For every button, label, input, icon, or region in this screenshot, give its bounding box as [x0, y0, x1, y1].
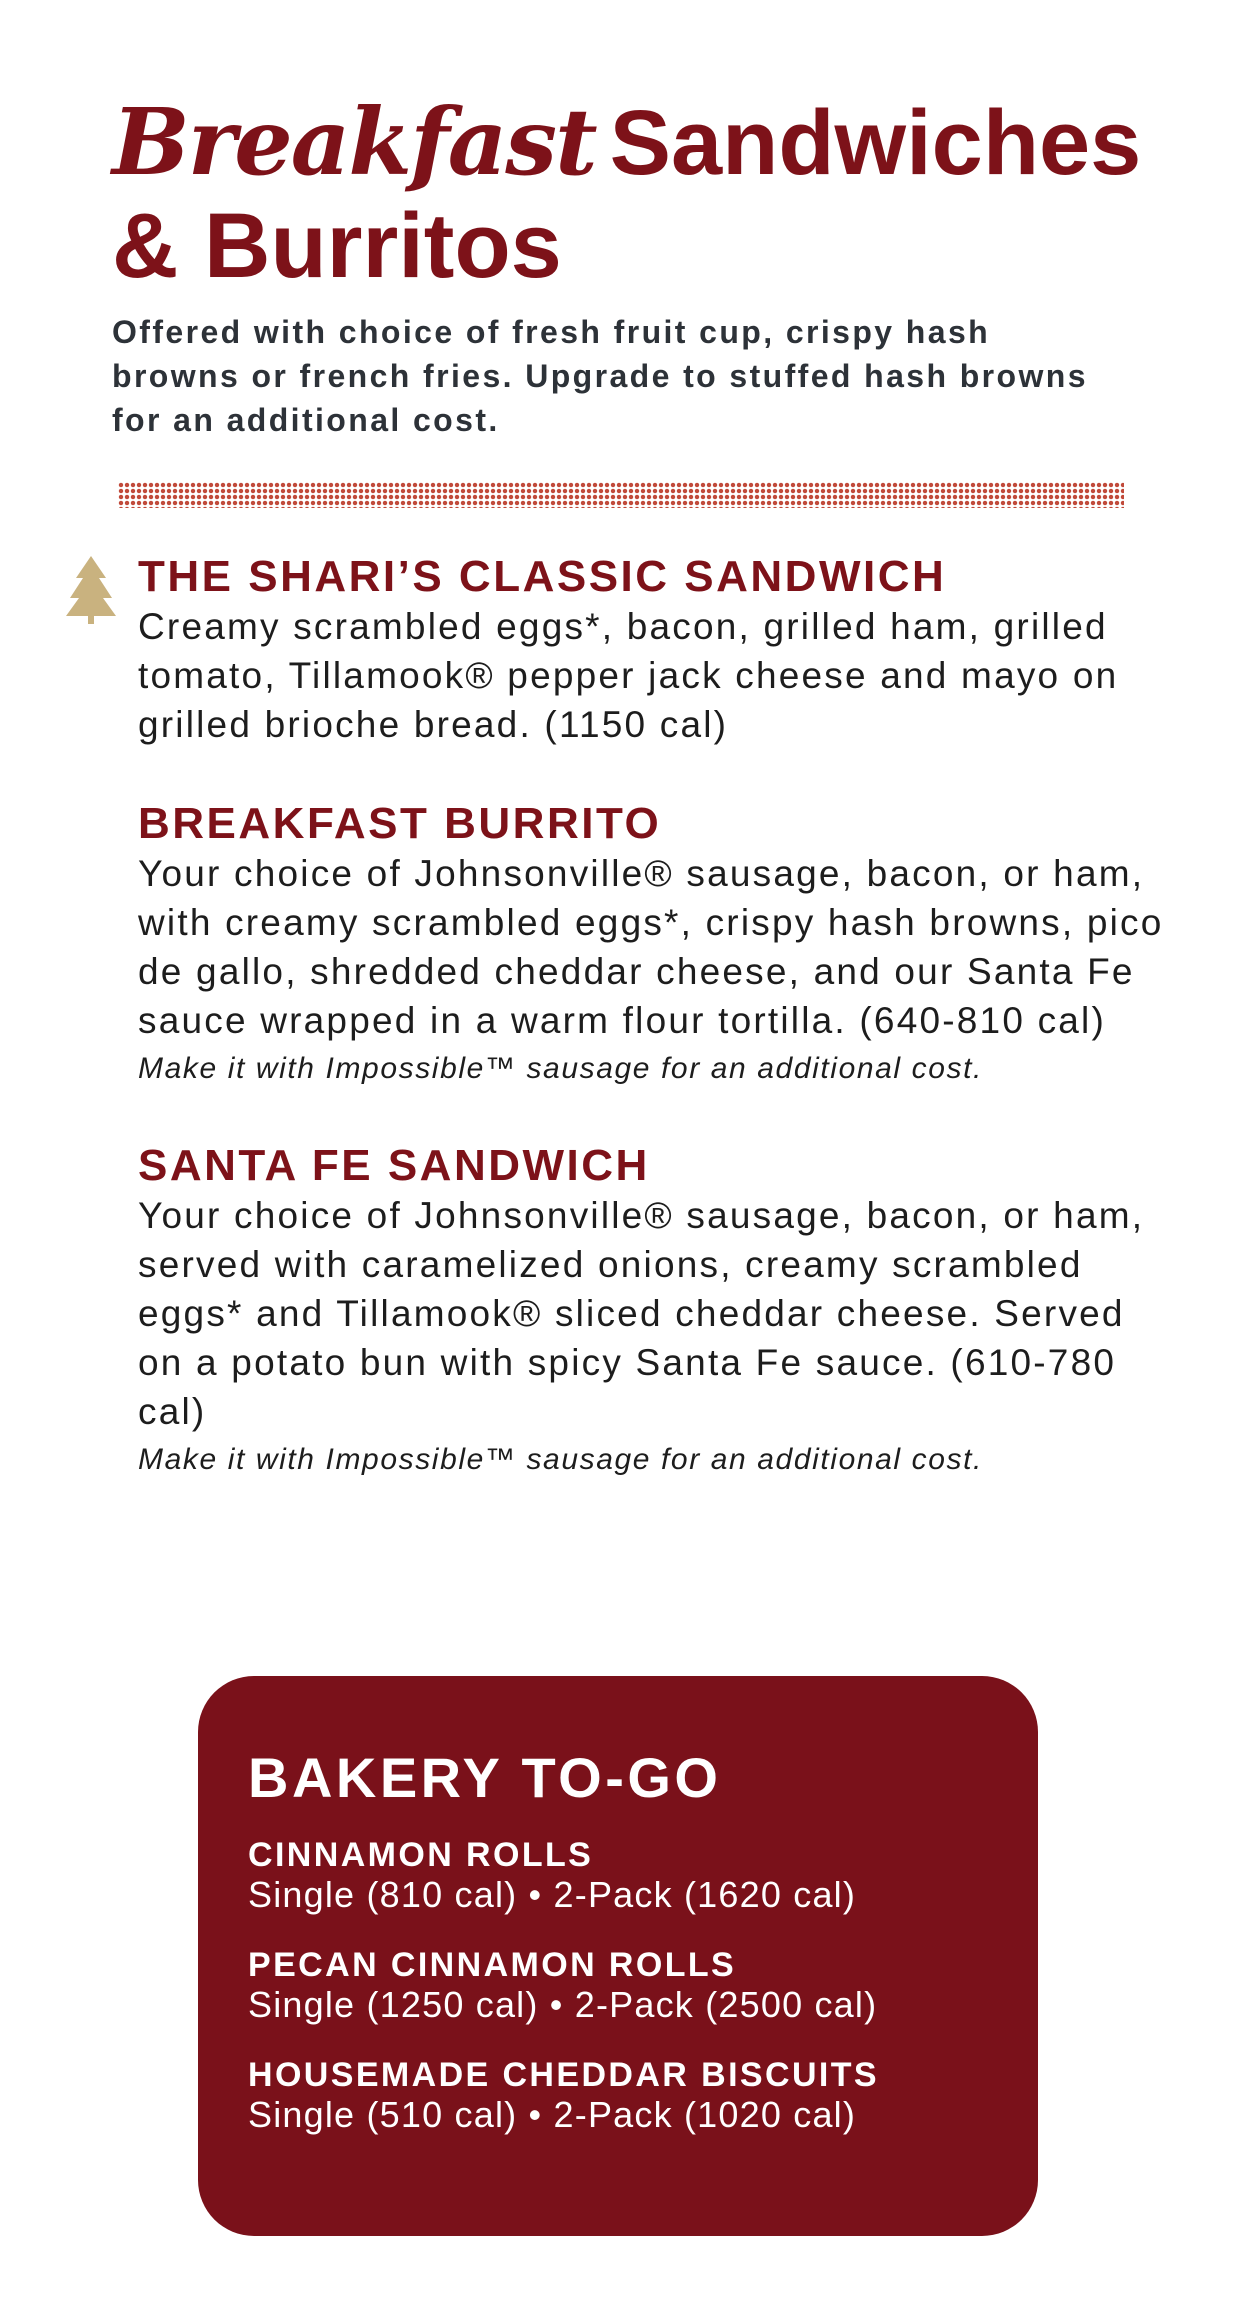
- menu-item: [138, 1141, 1178, 1482]
- bakery-item: [248, 2056, 988, 2136]
- title-word-sandwiches: Sandwiches: [609, 92, 1142, 194]
- bakery-item-desc: Single (810 cal) • 2-Pack (1620 cal): [248, 1874, 857, 1915]
- menu-header: [112, 88, 1172, 442]
- page-title: [112, 88, 1172, 198]
- bakery-item-desc: Single (510 cal) • 2-Pack (1020 cal): [248, 2094, 857, 2135]
- bakery-item-name: HOUSEMADE CHEDDAR BISCUITS: [248, 2056, 879, 2094]
- bakery-item-name: CINNAMON ROLLS: [248, 1836, 594, 1874]
- item-name: SANTA FE SANDWICH: [138, 1141, 650, 1190]
- item-description: Your choice of Johnsonville® sausage, bacon, or ham, with creamy scrambled eggs*, crispy hash browns, pico de gallo, shredded cheddar cheese, and our Santa Fe sauce wrapped in a warm flour tortilla. (640-810 cal): [138, 853, 1164, 1041]
- item-note: Make it with Impossible™ sausage for an additional cost.: [138, 1052, 983, 1085]
- bakery-item-desc: Single (1250 cal) • 2-Pack (2500 cal): [248, 1984, 878, 2025]
- title-line-burritos: & Burritos: [112, 195, 562, 297]
- dotted-divider: [118, 482, 1124, 508]
- title-script-word: Breakfast: [112, 88, 596, 196]
- menu-items: [138, 552, 1178, 1532]
- bakery-title: BAKERY TO-GO: [248, 1746, 722, 1809]
- item-description: Your choice of Johnsonville® sausage, bacon, or ham, served with caramelized onions, creamy scrambled eggs* and Tillamook® sliced cheddar cheese. Served on a potato bun with spicy Santa Fe sauce. (610-780 cal): [138, 1195, 1145, 1432]
- item-description: Creamy scrambled eggs*, bacon, grilled ham, grilled tomato, Tillamook® pepper jack cheese and mayo on grilled brioche bread. (1150 cal): [138, 606, 1119, 745]
- bakery-item: [248, 1836, 988, 1916]
- bakery-item: [248, 1946, 988, 2026]
- menu-item: [138, 552, 1178, 749]
- item-note: Make it with Impossible™ sausage for an additional cost.: [138, 1443, 983, 1476]
- bakery-item-name: PECAN CINNAMON ROLLS: [248, 1946, 737, 1984]
- menu-item: [138, 799, 1178, 1091]
- section-subtitle: Offered with choice of fresh fruit cup, crispy hash browns or french fries. Upgrade to stuffed hash browns for an additional cost.: [112, 314, 1088, 438]
- item-name: THE SHARI’S CLASSIC SANDWICH: [138, 552, 947, 601]
- item-name: BREAKFAST BURRITO: [138, 799, 662, 848]
- tree-icon: [66, 556, 116, 624]
- bakery-to-go-panel: [198, 1676, 1038, 2236]
